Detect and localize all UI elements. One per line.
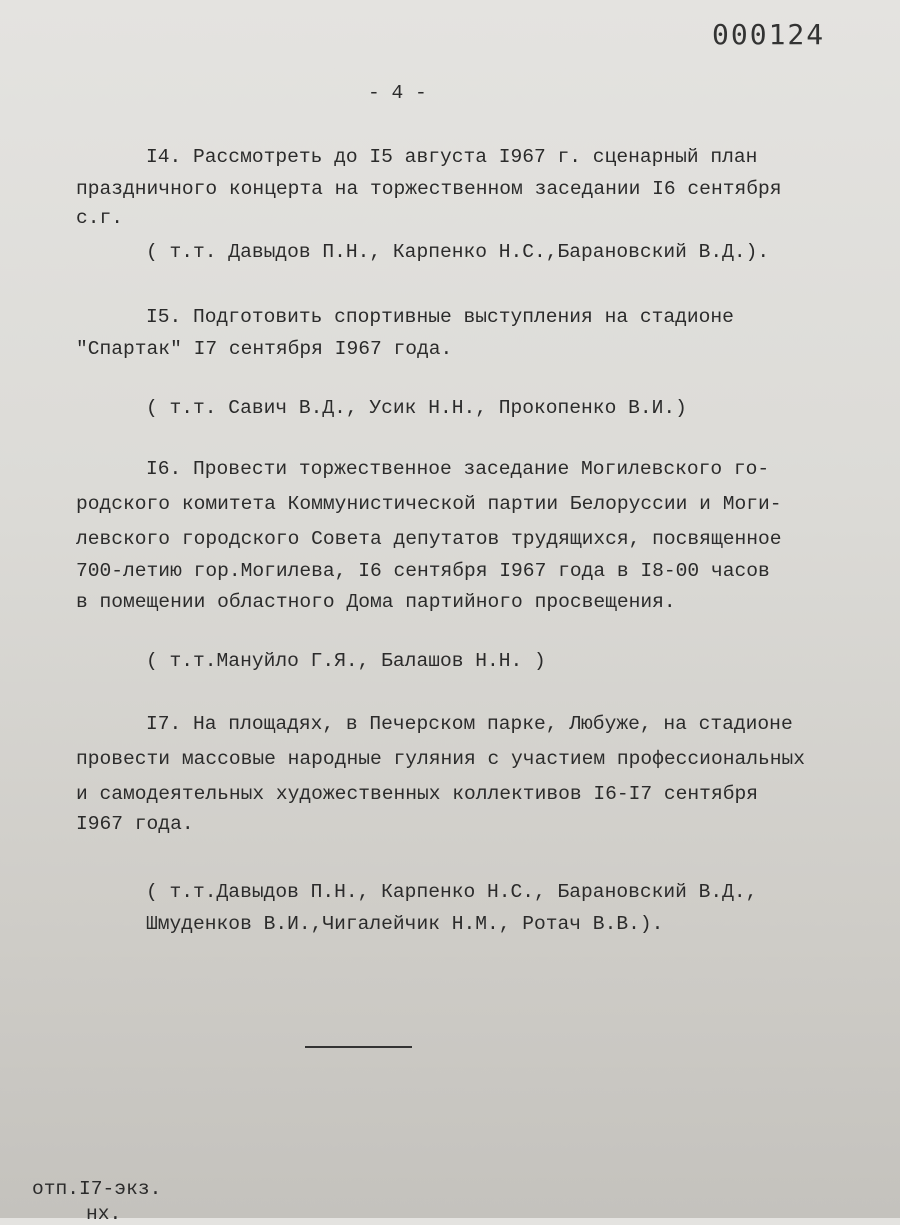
item-line: I6. Провести торжественное заседание Могилевского го- (146, 458, 770, 480)
item-line: родского комитета Коммунистической партии Белоруссии и Моги- (76, 493, 782, 515)
item-line: с.г. (76, 207, 124, 229)
item-line: праздничного концерта на торжественном заседании I6 сентября (76, 178, 782, 200)
archive-number-stamp: 000124 (712, 18, 826, 51)
item-line: 700-летию гор.Могилева, I6 сентября I967 года в I8-00 часов (76, 560, 770, 582)
item-line: в помещении областного Дома партийного просвещения. (76, 591, 676, 613)
item-line: I4. Рассмотреть до I5 августа I967 г. сценарный план (146, 146, 758, 168)
responsible-line: ( т.т. Савич В.Д., Усик Н.Н., Прокопенко В.И.) (146, 397, 687, 419)
item-line: I5. Подготовить спортивные выступления на стадионе (146, 306, 734, 328)
item-line: провести массовые народные гуляния с участием профессиональных (76, 748, 806, 770)
item-line: I7. На площадях, в Печерском парке, Любуже, на стадионе (146, 713, 793, 735)
copies-note: отп.I7-экз. (32, 1178, 162, 1200)
item-line: левского городского Совета депутатов трудящихся, посвященное (76, 528, 782, 550)
responsible-line: ( т.т.Давыдов П.Н., Карпенко Н.С., Барановский В.Д., (146, 881, 758, 903)
page-number: - 4 - (368, 82, 427, 104)
item-line: I967 года. (76, 813, 194, 835)
responsible-line: ( т.т. Давыдов П.Н., Карпенко Н.С.,Барановский В.Д.). (146, 241, 770, 263)
responsible-line: ( т.т.Мануйло Г.Я., Балашов Н.Н. ) (146, 650, 546, 672)
item-line: "Спартак" I7 сентября I967 года. (76, 338, 453, 360)
item-line: и самодеятельных художественных коллективов I6-I7 сентября (76, 783, 758, 805)
typist-initials: нх. (86, 1203, 122, 1225)
closing-rule (305, 1046, 412, 1048)
responsible-line: Шмуденков В.И.,Чигалейчик Н.М., Ротач В.В.). (146, 913, 664, 935)
